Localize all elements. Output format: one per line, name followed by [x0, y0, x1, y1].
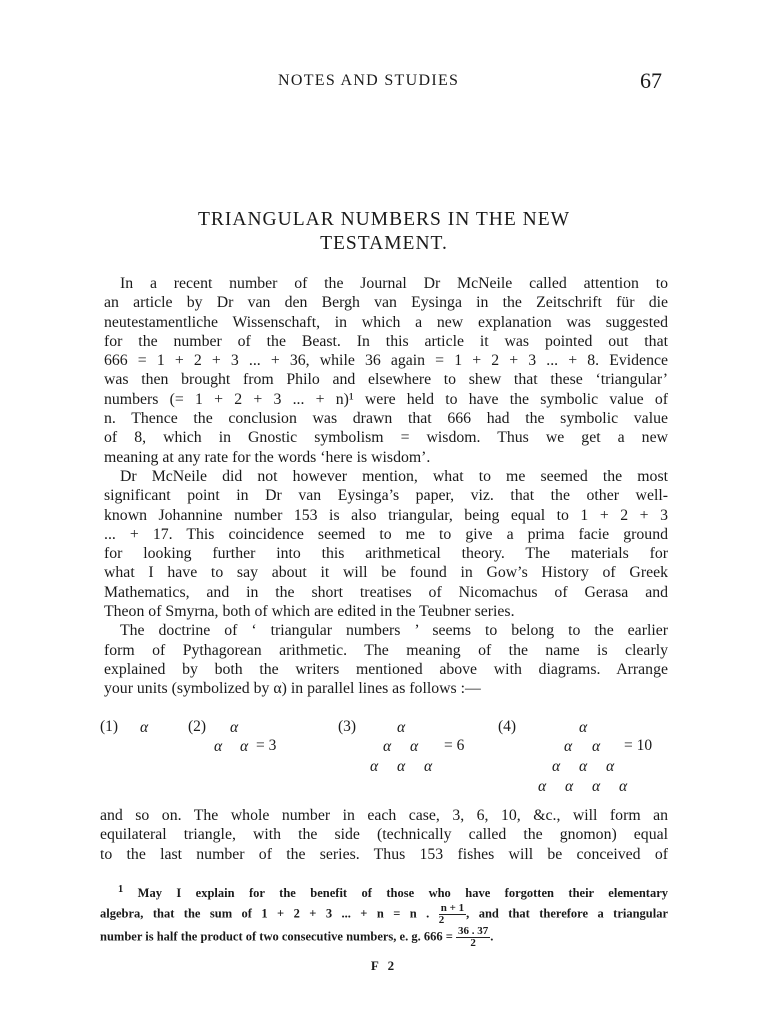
paragraph-3 [104, 621, 668, 698]
text-line: significant point in Dr van Eysinga’s paper, viz. that the other well- [104, 487, 668, 505]
diagram-unit: α [564, 738, 573, 755]
diagram-unit: α [538, 778, 547, 795]
text-line: for looking further into this arithmetical theory. The materials for [104, 545, 668, 563]
text-line: meaning at any rate for the words ‘here is wisdom’. [104, 448, 431, 466]
diagram-equals-10: = 10 [624, 737, 653, 754]
footnote-text: algebra, that the sum of 1 + 2 + 3 ... + n = n . [100, 906, 430, 921]
footnote-text: . [490, 929, 494, 944]
article-title [100, 208, 668, 256]
text-line: n. Thence the conclusion was drawn that 666 had the symbolic value [104, 410, 668, 428]
diagram-unit: α [579, 719, 588, 736]
fraction-numerator: 36 . 37 [457, 925, 489, 938]
text-line: and so on. The whole number in each case, 3, 6, 10, &c., will form an [100, 807, 668, 824]
diagram-unit: α [140, 719, 149, 736]
diagram-unit: α [565, 778, 574, 795]
signature-mark: F 2 [370, 958, 398, 973]
text-line: The doctrine of ‘ triangular numbers ’ seems to belong to the earlier [120, 622, 668, 640]
diagram-unit: α [424, 758, 433, 775]
article-body [104, 274, 668, 699]
text-line: form of Pythagorean arithmetic. The meaning of the name is clearly [104, 641, 668, 659]
footnote-line-3 [100, 926, 668, 949]
diagram-unit: α [592, 738, 601, 755]
text-line: In a recent number of the Journal Dr McNeile called attention to [120, 275, 668, 292]
text-line: your units (symbolized by α) in parallel lines as follows :— [104, 680, 481, 698]
diagram-unit: α [619, 778, 628, 795]
footnote-line-1 [100, 880, 668, 903]
text-line: equilateral triangle, with the side (technically called the gnomon) equal [100, 826, 668, 844]
paragraph-1 [104, 274, 668, 467]
paragraph-2 [104, 467, 668, 621]
diagram-label-3: (3) [338, 718, 357, 735]
text-line: 666 = 1 + 2 + 3 ... + 36, while 36 again = 1 + 2 + 3 ... + 8. Evidence [104, 352, 668, 370]
text-line: of 8, which in Gnostic symbolism = wisdom. Thus we get a new [104, 429, 668, 447]
fraction [439, 903, 466, 926]
diagram-unit: α [552, 758, 561, 775]
triangular-numbers-diagram [100, 716, 680, 806]
continuation-paragraph [100, 806, 668, 864]
diagram-unit: α [397, 719, 406, 736]
page-number: 67 [640, 68, 662, 93]
text-line: Theon of Smyrna, both of which are edited in the Teubner series. [104, 603, 515, 621]
diagram-unit: α [214, 738, 223, 755]
diagram-label-1: (1) [100, 718, 119, 735]
diagram-equals-3: = 3 [256, 737, 277, 754]
text-line: Dr McNeile did not however mention, what to me seemed the most [120, 467, 668, 485]
diagram-unit: α [606, 758, 615, 775]
footnote [100, 880, 668, 949]
text-line: for the number of the Beast. In this article it was pointed out that [104, 332, 668, 350]
diagram-unit: α [579, 758, 588, 775]
footnote-text: number is half the product of two consecutive numbers, e. g. 666 = [100, 929, 453, 944]
paragraph-4 [100, 806, 668, 864]
fraction-denominator: 2 [470, 937, 476, 950]
article-title-line-2: TESTAMENT. [320, 233, 448, 254]
diagram-unit: α [592, 778, 601, 795]
footnote-text: , and that therefore a triangular [466, 906, 669, 921]
text-line: was then brought from Philo and elsewhere to shew that these ‘triangular’ [104, 371, 668, 389]
running-head [0, 68, 768, 96]
diagram-label-4: (4) [498, 718, 517, 735]
text-line: known Johannine number 153 is also triangular, being equal to 1 + 2 + 3 [104, 506, 668, 524]
text-line: Mathematics, and in the short treatises of Nicomachus of Gerasa and [104, 583, 668, 601]
diagram-unit: α [230, 719, 239, 736]
footnote-text: May I explain for the benefit of those who have forgotten their elementary [137, 886, 668, 901]
text-line: to the last number of the series. Thus 153 fishes will be conceived of [100, 845, 668, 863]
text-line: what I have to say about it will be found in Gow’s History of Greek [104, 564, 668, 582]
fraction-denominator: 2 [438, 914, 445, 927]
running-title: NOTES AND STUDIES [278, 72, 460, 89]
text-line: explained by both the writers mentioned above with diagrams. Arrange [104, 660, 668, 678]
diagram-unit: α [370, 758, 379, 775]
diagram-label-2: (2) [188, 718, 207, 735]
diagram-unit: α [410, 738, 419, 755]
article-title-line-1: TRIANGULAR NUMBERS IN THE NEW [197, 209, 571, 230]
text-line: numbers (= 1 + 2 + 3 ... + n)¹ were held to have the symbolic value of [104, 390, 668, 408]
diagram-unit: α [383, 738, 392, 755]
text-line: an article by Dr van den Bergh van Eysinga in the Zeitschrift für die [104, 294, 668, 312]
fraction [456, 926, 490, 949]
footnote-marker: 1 [118, 884, 124, 895]
text-line: ... + 17. This coincidence seemed to me to give a prima facie ground [104, 525, 668, 543]
footnote-line-2 [100, 903, 668, 926]
fraction-numerator: n + 1 [440, 902, 465, 915]
diagram-unit: α [397, 758, 406, 775]
text-line: neutestamentliche Wissenschaft, in which a new explanation was suggested [104, 313, 668, 331]
diagram-equals-6: = 6 [444, 737, 465, 754]
diagram-unit: α [240, 738, 249, 755]
